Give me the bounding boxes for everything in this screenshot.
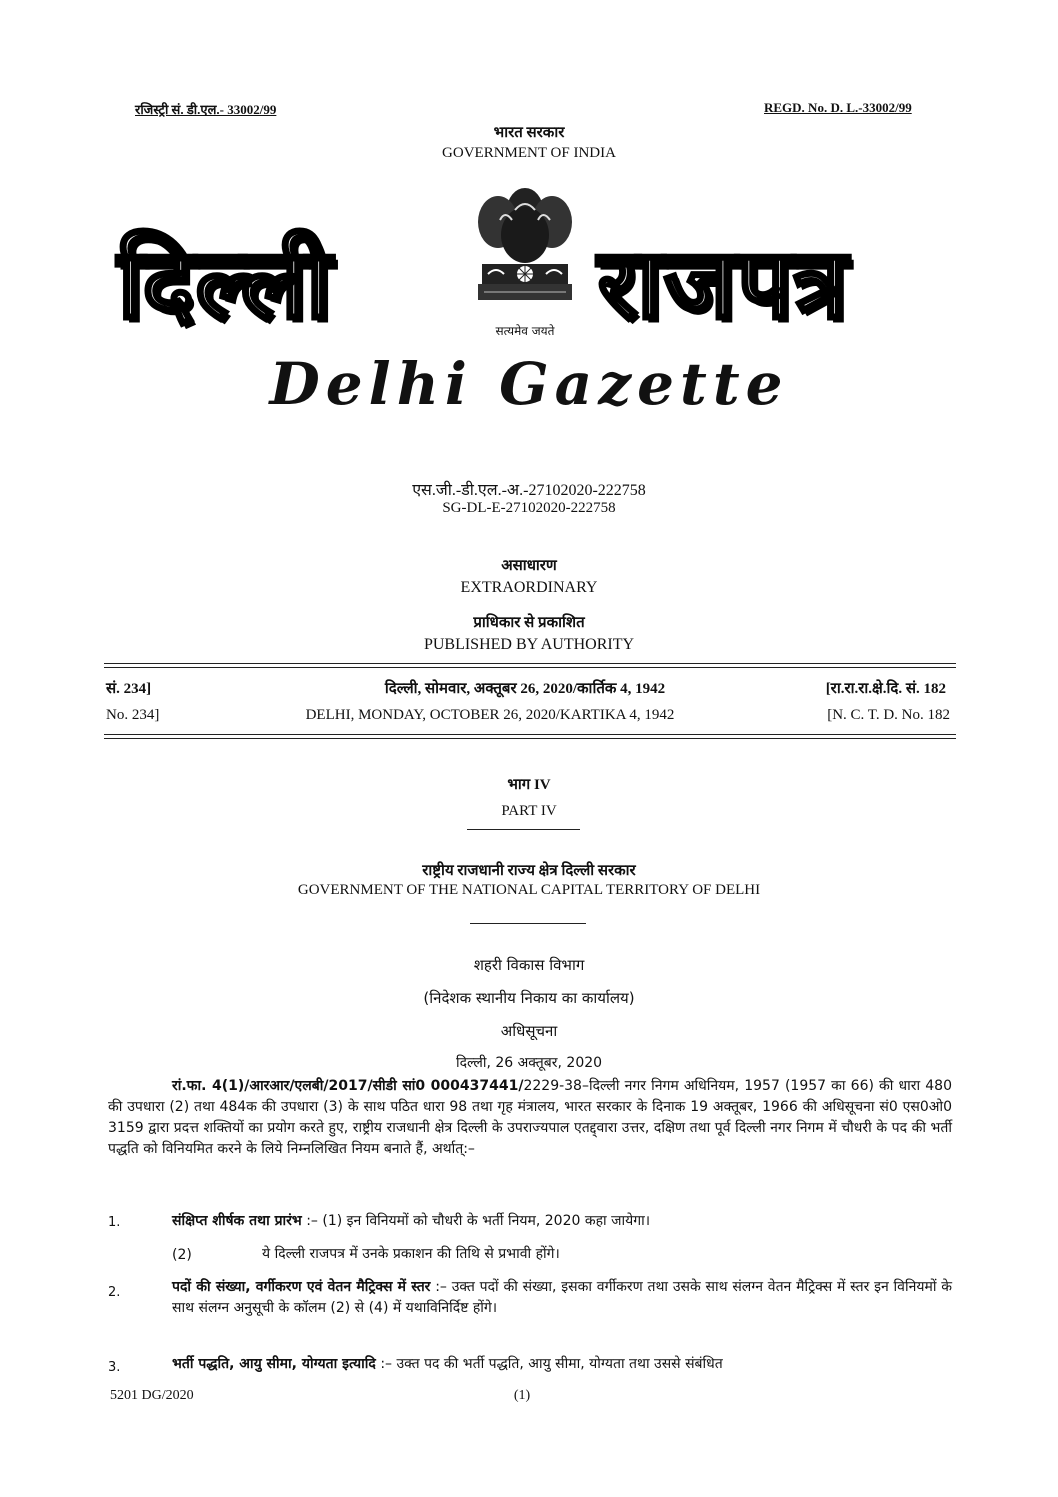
notification-date: दिल्ली, 26 अक्तूबर, 2020 [455, 1055, 603, 1071]
clause-1 [172, 1211, 952, 1232]
clause-2-number: 2. [108, 1285, 121, 1300]
department-name: शहरी विकास विभाग [473, 956, 585, 974]
masthead-hindi-right: राजपत्र [598, 228, 849, 340]
registration-hindi: रजिस्ट्री सं. डी.एल.- 33002/99 [135, 102, 277, 117]
clause-2-text: :– उक्त पदों की संख्या, इसका वर्गीकरण तथा उसके साथ संलग्न वेतन मैट्रिक्स में स्तर इन विनियमों के साथ संलग्न अनुसूची के कॉलम (2) से (4) में यथाविनिर्दिष्ट होंगे। [172, 1279, 953, 1316]
file-reference: रां.फा. 4(1)/आरआर/एलबी/2017/सीडी सां0 000437441/ [172, 1078, 524, 1094]
intro-paragraph [108, 1076, 952, 1160]
issue-date-hindi: दिल्ली, सोमवार, अक्तूबर 26, 2020/कार्तिक 4, 1942 [384, 681, 666, 697]
notification-title: अधिसूचना [500, 1022, 558, 1040]
emblem-motto: सत्यमेव जयते [495, 324, 555, 338]
rule-top-2 [104, 667, 956, 668]
authority-hindi: प्राधिकार से प्रकाशित [473, 615, 585, 631]
footer-code: 5201 DG/2020 [110, 1388, 194, 1403]
clause-3-number: 3. [108, 1360, 121, 1375]
extraordinary-hindi: असाधारण [501, 558, 557, 574]
clause-2 [172, 1277, 952, 1319]
clause-1-2-number: (2) [172, 1247, 192, 1263]
issue-date-english: DELHI, MONDAY, OCTOBER 26, 2020/KARTIKA 4, 1942 [305, 707, 675, 723]
clause-1-2-text: ये दिल्ली राजपत्र में उनके प्रकाशन की तिथि से प्रभावी होंगे। [262, 1246, 560, 1262]
page-number: (1) [513, 1388, 531, 1403]
govt-nct-hindi: राष्ट्रीय राजधानी राज्य क्षेत्र दिल्ली सरकार [422, 863, 636, 879]
issue-number-english: No. 234] [106, 707, 160, 723]
issue-ref-hindi: [रा.रा.रा.क्षे.दि. सं. 182 [825, 681, 946, 697]
govt-hindi: भारत सरकार [493, 125, 565, 141]
part-rule [467, 829, 580, 830]
govt-nct-english: GOVERNMENT OF THE NATIONAL CAPITAL TERRITORY OF DELHI [297, 882, 761, 898]
clause-3-text: :– उक्त पद की भर्ती पद्धति, आयु सीमा, योग्यता तथा उससे संबंधित [375, 1356, 723, 1372]
clause-1-text: :– (1) इन विनियमों को चौधरी के भर्ती नियम, 2020 कहा जायेगा। [301, 1213, 651, 1229]
clause-3-heading: भर्ती पद्धति, आयु सीमा, योग्यता इत्यादि [172, 1356, 376, 1372]
gazette-id-hindi: एस.जी.-डी.एल.-अ.-27102020-222758 [412, 482, 646, 499]
rule-top-1 [104, 663, 956, 664]
intro-text: 2229-38–दिल्ली नगर निगम अधिनियम, 1957 (1957 का 66) की धारा 480 की उपधारा (2) तथा 484क की उपधारा (3) के साथ पठित धारा 98 तथा गृह मंत्रालय, भारत सरकार के दिनाक 19 अक्तूबर, 1966 की अधिसूचना सं0 एस0ओ0 3159 द्वारा प्रदत्त शक्तियों का प्रयोग करते हुए, राष्ट्रीय राजधानी क्षेत्र दिल्ली के उपराज्यपाल एतद्द्वारा उत्तर, दक्षिण तथा पूर्व दिल्ली नगर निगम में चौधरी के पद की भर्ती पद्धति को विनियमित करने के लिये निम्नलिखित नियम बनाते हैं, अर्थात्:– [108, 1078, 952, 1157]
authority-english: PUBLISHED BY AUTHORITY [423, 636, 635, 653]
clause-1-number: 1. [108, 1215, 121, 1230]
issue-number-hindi: सं. 234] [106, 681, 152, 697]
clause-1-heading: संक्षिप्त शीर्षक तथा प्रारंभ [172, 1213, 302, 1229]
clause-3 [172, 1354, 952, 1375]
issue-ref-english: [N. C. T. D. No. 182 [827, 707, 950, 723]
part-english: PART IV [501, 803, 557, 819]
extraordinary-english: EXTRAORDINARY [460, 579, 598, 596]
clause-2-heading: पदों की संख्या, वर्गीकरण एवं वेतन मैट्रिक्स में स्तर [172, 1279, 431, 1295]
govt-english: GOVERNMENT OF INDIA [442, 145, 616, 161]
part-hindi: भाग IV [507, 777, 551, 793]
govt-rule [470, 923, 586, 924]
gazette-id-english: SG-DL-E-27102020-222758 [442, 500, 616, 516]
masthead-hindi-left: दिल्ली [118, 228, 334, 340]
masthead-english: Delhi Gazette [269, 350, 789, 418]
national-emblem [470, 180, 580, 338]
rule-bottom-2 [104, 738, 956, 739]
registration-english: REGD. No. D. L.-33002/99 [764, 100, 912, 115]
office-name: (निदेशक स्थानीय निकाय का कार्यालय) [423, 989, 635, 1007]
lion-capital-icon [470, 180, 580, 320]
rule-bottom-1 [104, 734, 956, 735]
